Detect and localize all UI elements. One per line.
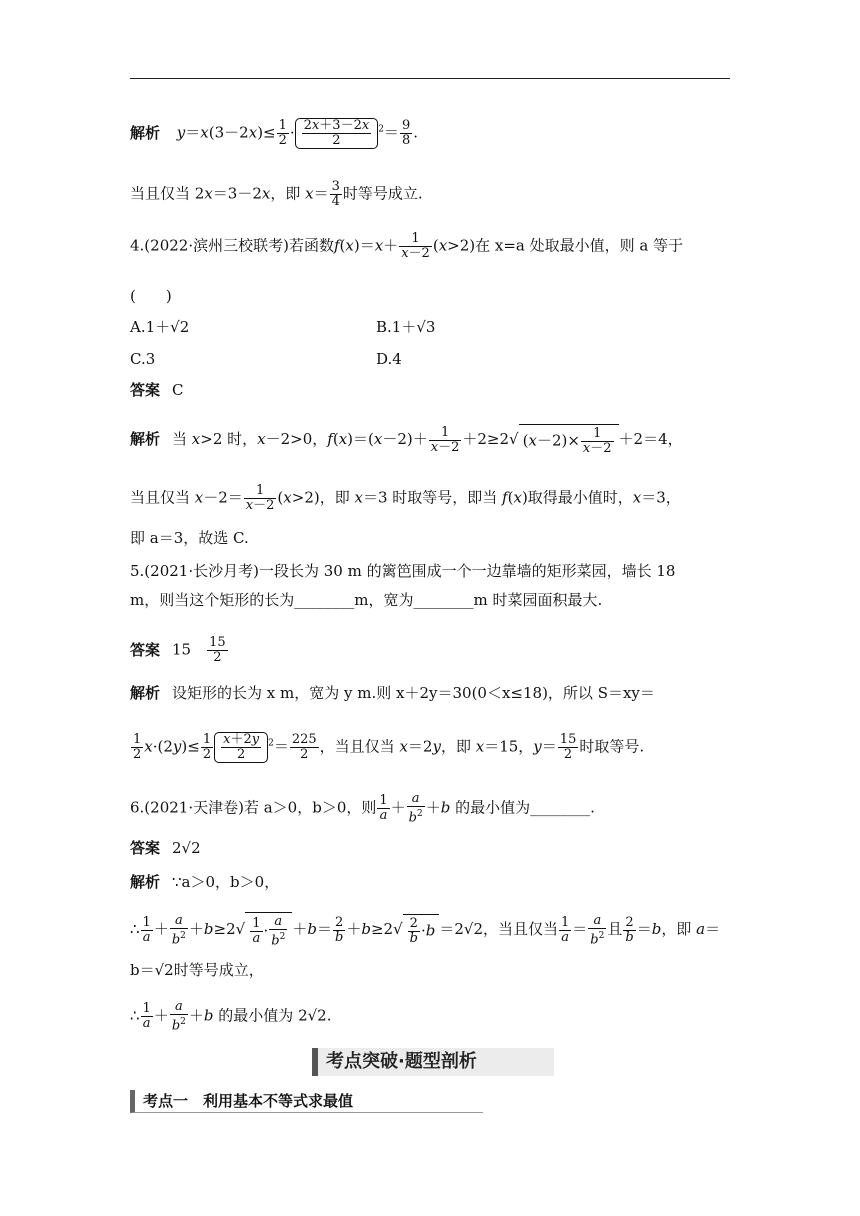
q6-stem: 6.(2021·天津卷)若 a＞0，b＞0，则 $\frac{1}{a}$ ＋ $\frac{a}{b^2}$ ＋b 的最小值为________. — [130, 791, 595, 826]
q3-solution-line: 解析 y＝x(3－2x)≤ $\frac{1}{2}$ · $\frac{2x+3-2x}{2}$ $^2$＝ $\frac{9}{8}$ . — [130, 118, 418, 148]
q4-option-a: A.1＋√2 — [130, 318, 190, 336]
q6-solution-line3: b＝√2时等号成立， — [130, 961, 264, 979]
q6-solution-line1: 解析 ∵a＞0，b＞0， — [130, 873, 280, 891]
section-heading — [312, 1048, 554, 1076]
q6-answer: 答案 2√2 — [130, 839, 201, 857]
q5-stem-line1: 5.(2021·长沙月考)一段长为 30 m 的篱笆围成一个一边靠墙的矩形菜园，墙长 18 — [130, 562, 676, 580]
q4-option-c: C.3 — [130, 350, 156, 368]
q4-stem: 4.(2022·滨州三校联考)若函数f(x)＝x＋ $\frac{1}{x-2}$ (x>2)在 x=a 处取最小值，则 a 等于 — [130, 231, 684, 261]
q4-paren: ( ) — [130, 287, 172, 305]
subsection-heading — [130, 1090, 483, 1113]
q6-solution-line4: ∴ $\frac{1}{a}$ ＋ $\frac{a}{b^2}$ ＋b 的最小值为 2√2. — [130, 999, 332, 1034]
q4-solution-line1: 解析 当 x>2 时，x－2>0，f(x)＝(x－2)＋ $\frac{1}{x-2}$ ＋2≥2√ (x－2)× $\frac{1}{x-2}$ ＋2＝4， — [130, 424, 683, 456]
q6-solution-line2: ∴ $\frac{1}{a}$ ＋ $\frac{a}{b^2}$ ＋b≥2√ $\frac{1}{a}$ · $\frac{a}{b^2}$ ＋b＝ $\frac{2}{b}$ ＋b≥2√ $\frac{2}{b}$ ·b ＝2√2，当且仅当 $\frac{1}{a}$ ＝ $\frac{a}{b^2}$ 且 $\frac{2}{b}$ ＝b，即 a＝ — [130, 912, 721, 949]
solution-label: 解析 — [130, 123, 161, 142]
q5-solution-line2: $\frac{1}{2}$ x·(2y)≤ $\frac{1}{2}$ $\frac{x+2y}{2}$ $^2$＝ $\frac{225}{2}$ ，当且仅当 x＝2y，即 x＝15，y＝ $\frac{15}{2}$ 时取等号. — [133, 732, 645, 762]
q4-solution-line3: 即 a＝3，故选 C. — [130, 529, 249, 547]
top-rule — [130, 78, 730, 79]
q4-option-d: D.4 — [376, 350, 402, 368]
subsection-title: 考点一 利用基本不等式求最值 — [143, 1092, 354, 1110]
q4-option-b: B.1＋√3 — [376, 318, 436, 336]
q4-answer: 答案 C — [130, 381, 184, 399]
q5-answer: 答案 15 $\frac{15}{2}$ — [130, 635, 226, 665]
section-title: 考点突破·题型剖析 — [326, 1051, 477, 1072]
q5-stem-line2: m，则当这个矩形的长为________m，宽为________m 时菜园面积最大. — [130, 591, 603, 609]
q5-solution-line1: 解析 设矩形的长为 x m，宽为 y m.则 x＋2y＝30(0＜x≤18)，所以 S＝xy＝ — [130, 684, 655, 702]
q3-equality-line: 当且仅当 2x＝3－2x，即 x＝ $\frac{3}{4}$ 时等号成立. — [130, 179, 423, 209]
q4-solution-line2: 当且仅当 x－2＝ $\frac{1}{x-2}$ (x>2)，即 x＝3 时取等号，即当 f(x)取得最小值时，x＝3， — [130, 483, 681, 513]
